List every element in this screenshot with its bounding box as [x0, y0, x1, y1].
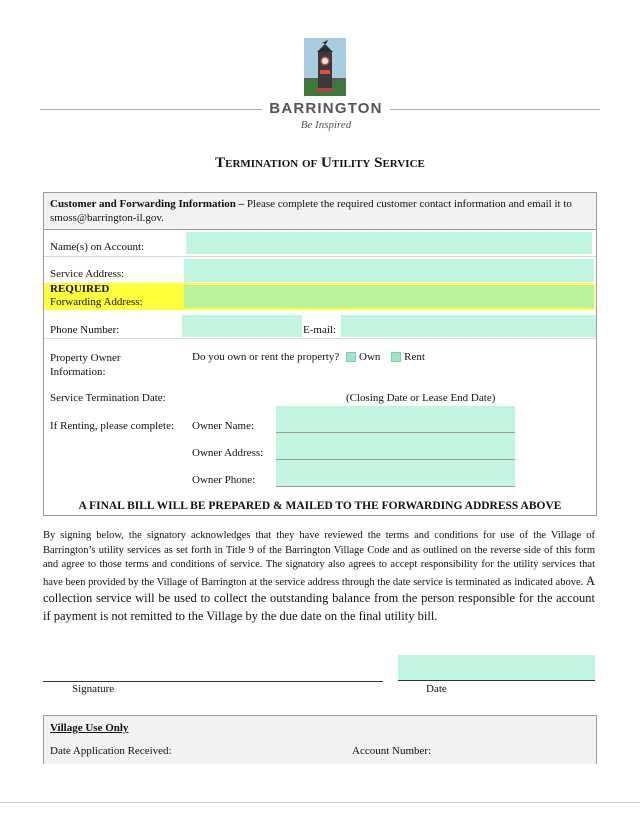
logo-tagline: Be Inspired — [300, 119, 352, 131]
rent-option-label: Rent — [404, 351, 425, 363]
date-label: Date — [426, 683, 447, 695]
forwarding-address-label: Forwarding Address: — [50, 296, 143, 308]
termination-date-input[interactable] — [186, 388, 336, 406]
own-rent-question — [192, 351, 425, 363]
logo-name: BARRINGTON — [269, 100, 383, 117]
renting-label: If Renting, please complete: — [50, 420, 175, 432]
forwarding-address-input[interactable] — [184, 285, 594, 308]
service-address-label: Service Address: — [50, 268, 125, 280]
owner-address-input[interactable] — [276, 433, 515, 460]
own-rent-question-text: Do you own or rent the property? — [192, 351, 340, 363]
village-use-heading: Village Use Only — [50, 722, 129, 734]
signature-line[interactable] — [43, 681, 383, 682]
clock-tower-icon — [304, 38, 346, 96]
termination-date-hint: (Closing Date or Lease End Date) — [346, 392, 496, 404]
account-number-label: Account Number: — [352, 745, 432, 757]
phone-label: Phone Number: — [50, 324, 120, 336]
own-checkbox[interactable] — [346, 352, 356, 362]
customer-heading-bold: Customer and Forwarding Information – — [50, 198, 247, 210]
row-divider — [44, 338, 596, 339]
agreement-text-2: A collection service will be used to collect the outstanding balance from the person responsible for the account if payment is not remitted to the Village by the due date on the final utility bill. — [43, 573, 596, 623]
email-input[interactable] — [341, 315, 596, 337]
rent-checkbox[interactable] — [391, 352, 401, 362]
owner-name-label: Owner Name: — [192, 420, 255, 432]
agreement-paragraph — [43, 529, 595, 625]
customer-section-heading — [50, 197, 590, 225]
final-bill-notice: A FINAL BILL WILL BE PREPARED & MAILED TO THE FORWARDING ADDRESS ABOVE — [78, 500, 562, 512]
logo-rule-left — [40, 109, 262, 110]
page-bottom-rule — [0, 802, 640, 803]
page-title: Termination of Utility Service — [215, 155, 425, 171]
email-label: E-mail: — [303, 324, 336, 336]
row-divider — [44, 256, 596, 257]
owner-info-label: Property Owner Information: — [50, 352, 121, 378]
name-input[interactable] — [186, 232, 592, 254]
owner-address-label: Owner Address: — [192, 447, 264, 459]
termination-date-label: Service Termination Date: — [50, 392, 166, 404]
logo — [0, 30, 640, 140]
service-address-input[interactable] — [184, 259, 594, 282]
owner-name-input[interactable] — [276, 406, 515, 433]
agreement-text-1: By signing below, the signatory acknowledges that they have reviewed the terms and conditions for use of the Village of Barrington’s utility services as set forth in Title 9 of the Barrington Village Code and as outlined on the reverse side of this form and agree to those terms and conditions of service. The signatory also agrees to accept responsibility for the utility services that have been provided by the Village of Barrington at the service address through the date service is terminated as indicated above. — [43, 530, 595, 588]
signature-label: Signature — [72, 683, 115, 695]
owner-phone-input[interactable] — [276, 460, 515, 487]
date-received-label: Date Application Received: — [50, 745, 172, 757]
required-label: REQUIRED — [50, 283, 110, 295]
owner-phone-label: Owner Phone: — [192, 474, 256, 486]
own-option-label: Own — [359, 351, 381, 363]
logo-rule-right — [390, 109, 600, 110]
date-input[interactable] — [398, 655, 595, 681]
phone-input[interactable] — [182, 315, 302, 337]
customer-heading-text: Please complete the required customer contact information and email it to smoss@barrington-il.gov. — [50, 198, 572, 224]
name-label: Name(s) on Account: — [50, 241, 145, 253]
